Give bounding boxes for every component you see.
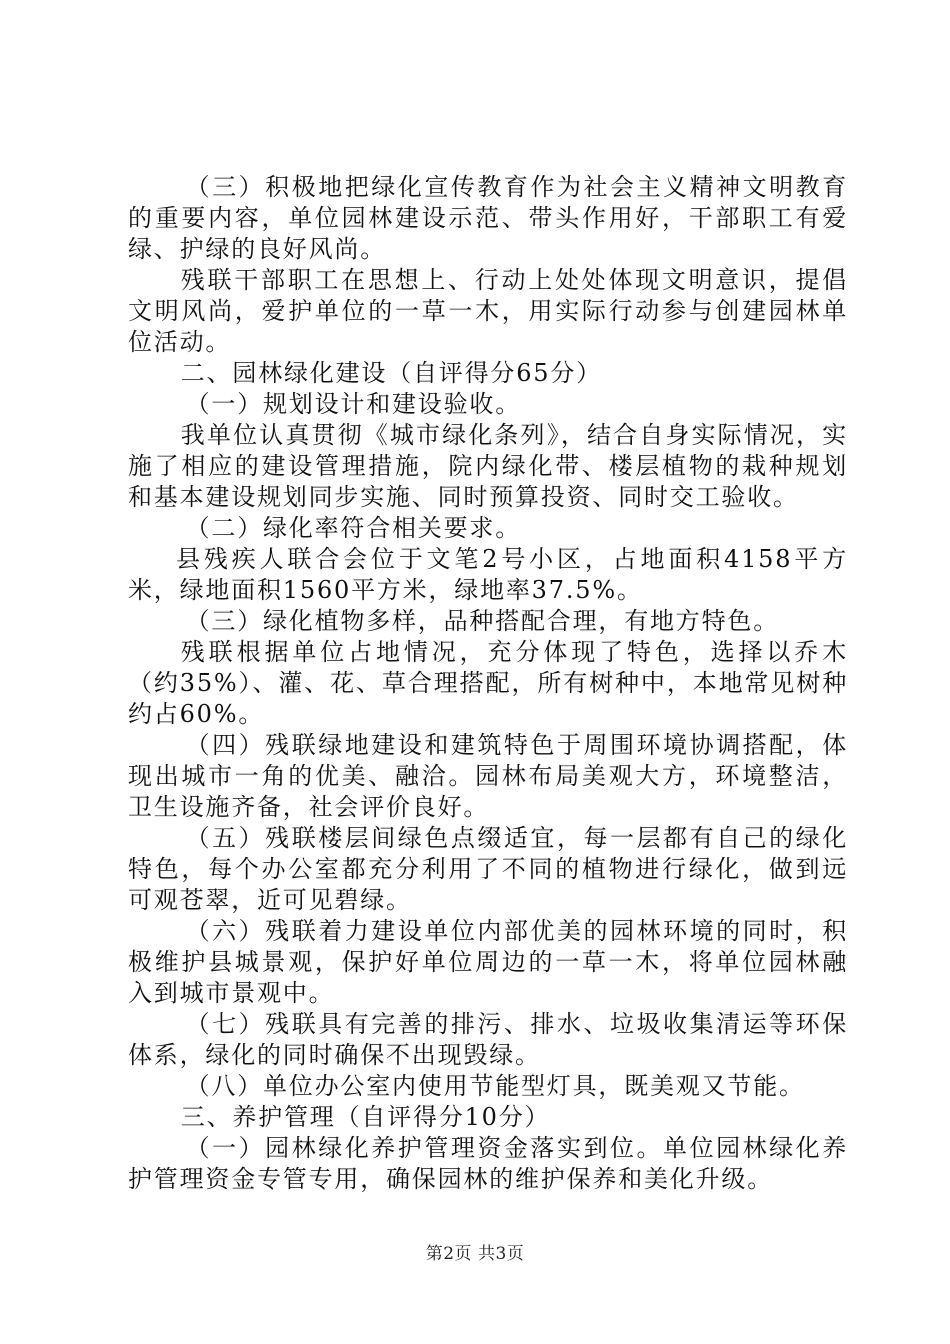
paragraph-item-7-environmental: （七）残联具有完善的排污、排水、垃圾收集清运等环保体系，绿化的同时确保不出现毁绿。 [128,1010,848,1069]
page-number-footer: 第2页 共3页 [425,1244,525,1264]
paragraph-item-5-floors: （五）残联楼层间绿色点缀适宜，每一层都有自己的绿化特色，每个办公室都充分利用了不同的植物进行绿化，做到远可观苍翠，近可见碧绿。 [128,824,848,914]
heading-maintenance: 三、养护管理（自评得分10分） [180,1103,551,1131]
subheading-planning-acceptance: （一）规划设计和建设验收。 [185,390,521,418]
subheading-greening-rate: （二）绿化率符合相关要求。 [185,514,521,542]
paragraph-civilization-awareness: 残联干部职工在思想上、行动上处处体现文明意识，提倡文明风尚，爱护单位的一草一木，用实际行动参与创建园林单位活动。 [128,266,848,356]
paragraph-item-8-lighting: （八）单位办公室内使用节能型灯具，既美观又节能。 [185,1072,805,1100]
paragraph-maintenance-funds: （一）园林绿化养护管理资金落实到位。单位园林绿化养护管理资金专管专用，确保园林的维护保养和美化升级。 [128,1134,848,1193]
subheading-plant-diversity: （三）绿化植物多样，品种搭配合理，有地方特色。 [185,607,779,635]
document-body [128,172,848,1195]
paragraph-item-4-harmony: （四）残联绿地建设和建筑特色于周围环境协调搭配，体现出城市一角的优美、融洽。园林布局美观大方，环境整洁，卫生设施齐备，社会评价良好。 [128,731,848,821]
paragraph-plant-diversity: 残联根据单位占地情况，充分体现了特色，选择以乔木（约35%）、灌、花、草合理搭配，所有树种中，本地常见树种约占60%。 [128,638,848,728]
heading-garden-construction: 二、园林绿化建设（自评得分65分） [180,359,602,387]
paragraph-planning-acceptance: 我单位认真贯彻《城市绿化条列》，结合自身实际情况，实施了相应的建设管理措施，院内绿化带、楼层植物的栽种规划和基本建设规划同步实施、同时预算投资、同时交工验收。 [128,421,848,511]
paragraph-section-1-item-3: （三）积极地把绿化宣传教育作为社会主义精神文明教育的重要内容，单位园林建设示范、带头作用好，干部职工有爱绿、护绿的良好风尚。 [128,173,848,263]
paragraph-greening-rate: 县残疾人联合会位于文笔2号小区，占地面积4158平方米，绿地面积1560平方米，绿地率37.5%。 [128,545,848,604]
paragraph-item-6-landscape: （六）残联着力建设单位内部优美的园林环境的同时，积极维护县城景观，保护好单位周边的一草一木，将单位园林融入到城市景观中。 [128,917,848,1007]
